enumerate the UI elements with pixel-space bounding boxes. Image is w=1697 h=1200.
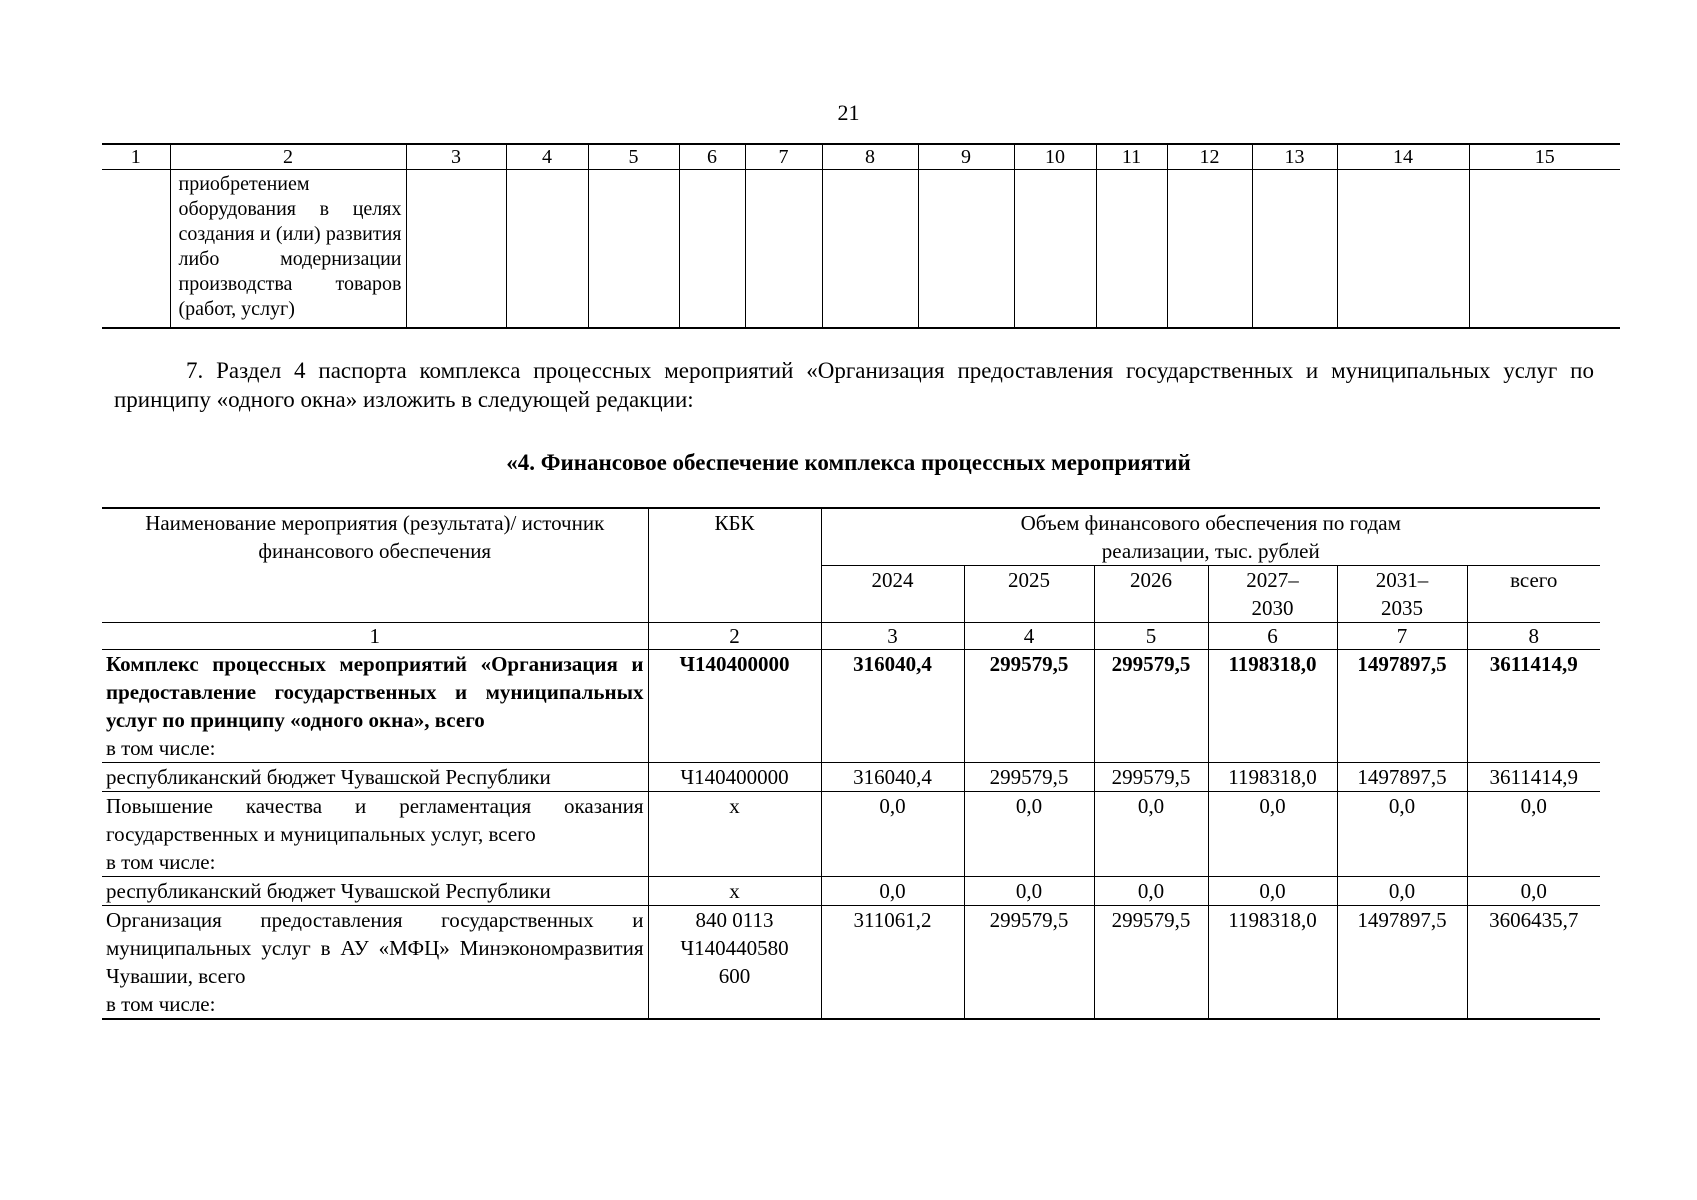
column-number: 1 [102,623,648,650]
column-number: 12 [1167,144,1252,170]
row-value: 299579,5 [964,650,1094,763]
row-name-cell [102,906,648,1020]
row-sub: в том числе: [106,736,216,760]
table-cell [679,170,745,329]
row-value: 3611414,9 [1467,650,1600,763]
table-cell [1337,170,1469,329]
column-number-row [102,144,1620,170]
row-value: 0,0 [1467,877,1600,906]
row-value: 0,0 [821,877,964,906]
table-row [102,763,1600,792]
table-row [102,170,1620,329]
header-year: 2031–2035 [1337,566,1467,623]
row-value: 0,0 [964,877,1094,906]
section-title: «4. Финансовое обеспечение комплекса процессных мероприятий [506,450,1191,475]
row-value: 0,0 [1208,877,1337,906]
column-number: 5 [588,144,679,170]
row-sub: в том числе: [106,850,216,874]
row-value: 1198318,0 [1208,906,1337,1020]
row-value: 0,0 [1208,792,1337,877]
row-sub: в том числе: [106,992,216,1016]
table-cell [406,170,506,329]
header-kbk: КБК [648,508,821,623]
row-value: 299579,5 [964,763,1094,792]
header-year: 2025 [964,566,1094,623]
row-kbk: x [648,792,821,877]
table-cell [822,170,918,329]
column-number: 15 [1469,144,1620,170]
row-kbk-line: 600 [718,964,751,988]
row-value: 0,0 [1467,792,1600,877]
row-value: 1497897,5 [1337,650,1467,763]
row-value: 299579,5 [1094,763,1208,792]
row-name-cell [102,792,648,877]
header-name: Наименование мероприятия (результата)/ источник финансового обеспечения [102,508,648,623]
table-row [102,792,1600,877]
continuation-table [102,143,1620,329]
amendment-paragraph: 7. Раздел 4 паспорта комплекса процессных мероприятий «Организация предоставления государственных и муниципальных услуг по принципу «одного окна» изложить в следующей редакции: [114,358,1594,412]
table-cell [1252,170,1337,329]
row-value: 1198318,0 [1208,763,1337,792]
header-row [102,508,1600,566]
row-name: республиканский бюджет Чувашской Республики [102,877,648,906]
table-cell [745,170,822,329]
column-number: 14 [1337,144,1469,170]
row-value: 0,0 [964,792,1094,877]
row-value: 299579,5 [964,906,1094,1020]
table-cell [102,170,170,329]
header-year: 2024 [821,566,964,623]
row-kbk: Ч140400000 [648,763,821,792]
row-kbk-line: 840 0113 [695,908,774,932]
row-kbk: Ч140400000 [648,650,821,763]
row-value: 0,0 [1094,877,1208,906]
row-value: 3611414,9 [1467,763,1600,792]
header-year: 2027–2030 [1208,566,1337,623]
table-row [102,877,1600,906]
row-value: 0,0 [821,792,964,877]
column-number: 9 [918,144,1014,170]
table-cell [918,170,1014,329]
column-number: 5 [1094,623,1208,650]
table-cell [1167,170,1252,329]
row-value: 1198318,0 [1208,650,1337,763]
row-value: 316040,4 [821,650,964,763]
table-cell [1096,170,1167,329]
row-value: 1497897,5 [1337,906,1467,1020]
column-number-row [102,623,1600,650]
column-number: 2 [170,144,406,170]
row-value: 311061,2 [821,906,964,1020]
header-year: 2026 [1094,566,1208,623]
row-value: 0,0 [1337,792,1467,877]
column-number: 3 [821,623,964,650]
column-number: 3 [406,144,506,170]
row-name: Комплекс процессных мероприятий «Организация и предоставление государственных и муниципальных услуг по принципу «одного окна», всего [106,652,644,732]
row-value: 1497897,5 [1337,763,1467,792]
row-kbk-cell [648,906,821,1020]
column-number: 7 [745,144,822,170]
row-value: 299579,5 [1094,650,1208,763]
header-total: всего [1467,566,1600,623]
table-cell [506,170,588,329]
row-kbk-line: Ч140440580 [680,936,789,960]
column-number: 10 [1014,144,1096,170]
table-cell [1469,170,1620,329]
header-volume: Объем финансового обеспечения по годам реализации, тыс. рублей [821,508,1600,566]
column-number: 7 [1337,623,1467,650]
row-name: республиканский бюджет Чувашской Республики [102,763,648,792]
row-kbk: x [648,877,821,906]
row-value: 0,0 [1337,877,1467,906]
row-name: Повышение качества и регламентация оказания государственных и муниципальных услуг, всего [106,794,644,846]
finance-table [102,507,1600,1020]
column-number: 11 [1096,144,1167,170]
row-description: приобретением оборудования в целях создания и (или) развития либо модернизации производства товаров (работ, услуг) [170,170,406,329]
table-row [102,650,1600,763]
column-number: 6 [1208,623,1337,650]
row-name: Организация предоставления государственных и муниципальных услуг в АУ «МФЦ» Минэкономразвития Чувашии, всего [106,908,644,988]
column-number: 2 [648,623,821,650]
row-name-cell [102,650,648,763]
row-value: 0,0 [1094,792,1208,877]
table-row [102,906,1600,1020]
row-value: 3606435,7 [1467,906,1600,1020]
column-number: 8 [822,144,918,170]
page-number: 21 [837,100,860,125]
column-number: 8 [1467,623,1600,650]
column-number: 13 [1252,144,1337,170]
column-number: 4 [964,623,1094,650]
column-number: 4 [506,144,588,170]
table-cell [588,170,679,329]
row-value: 316040,4 [821,763,964,792]
column-number: 6 [679,144,745,170]
row-value: 299579,5 [1094,906,1208,1020]
column-number: 1 [102,144,170,170]
table-cell [1014,170,1096,329]
